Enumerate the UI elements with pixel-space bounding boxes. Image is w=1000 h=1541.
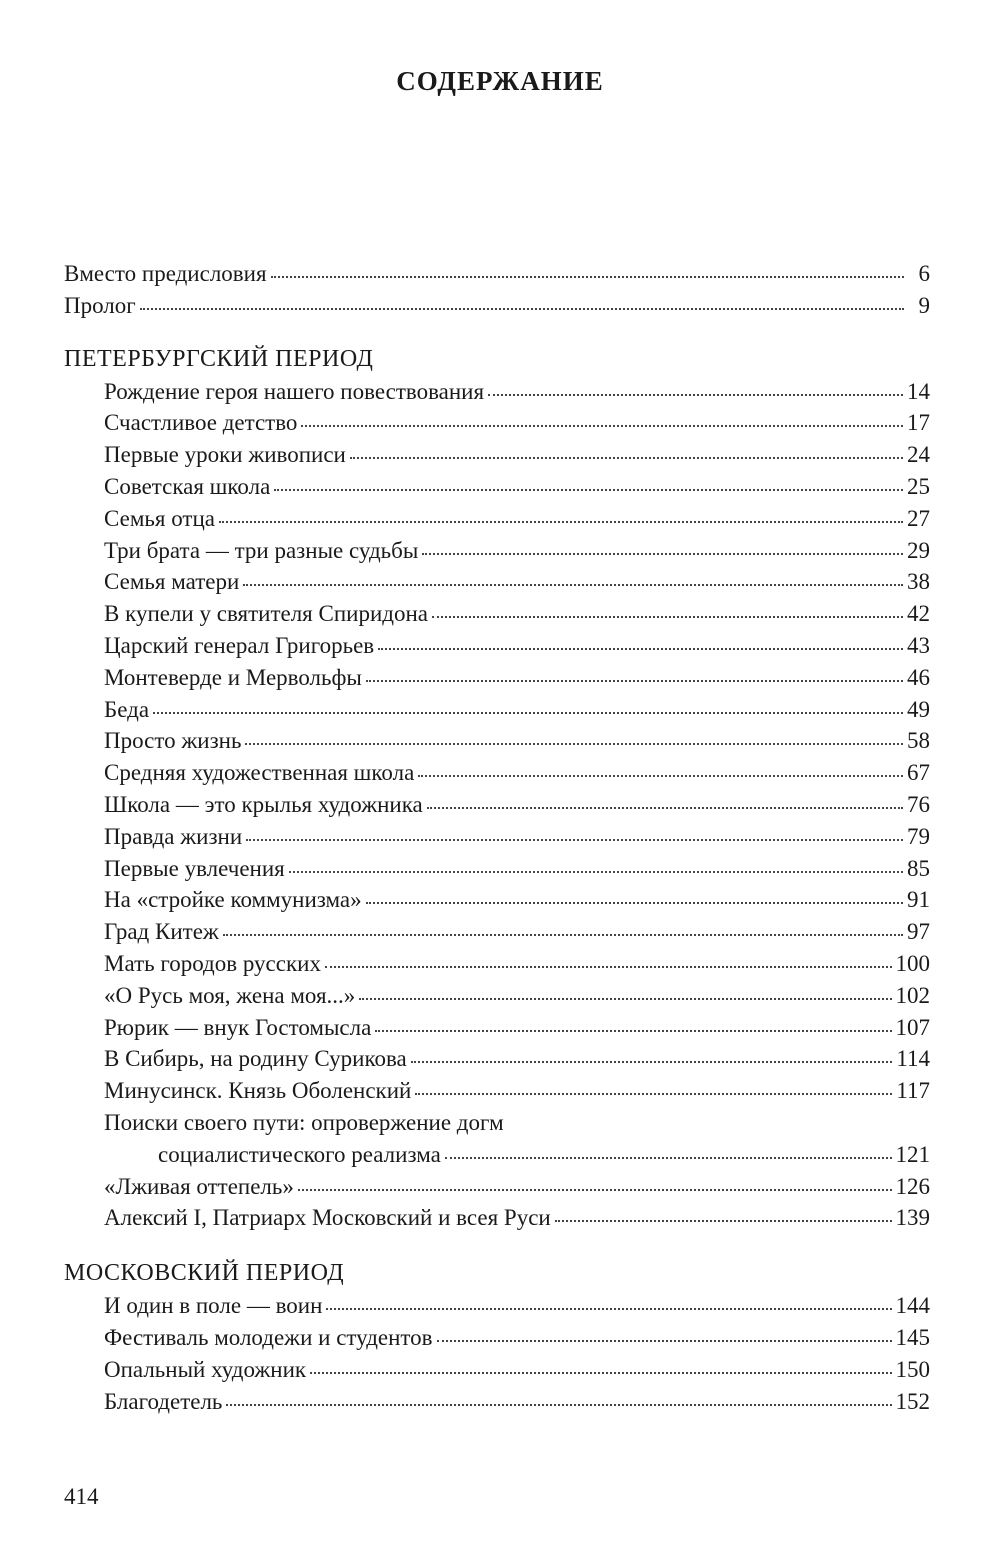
toc-entry-title: И один в поле — воин bbox=[104, 1293, 323, 1319]
dot-leader bbox=[271, 276, 904, 278]
toc-entry-page: 43 bbox=[907, 632, 930, 658]
toc-entry[interactable] bbox=[64, 1354, 930, 1386]
dot-leader bbox=[555, 1220, 892, 1222]
toc-entry-title: Беда bbox=[104, 696, 150, 722]
toc-entry[interactable] bbox=[64, 598, 930, 630]
dot-leader bbox=[350, 457, 903, 459]
toc-entry-page: 114 bbox=[896, 1046, 930, 1072]
toc-entry-page: 100 bbox=[895, 950, 930, 976]
toc-entry[interactable] bbox=[64, 853, 930, 885]
section-entries bbox=[64, 1290, 930, 1417]
toc-entry[interactable] bbox=[64, 471, 930, 503]
toc-entry[interactable] bbox=[64, 1290, 930, 1322]
dot-leader bbox=[153, 712, 903, 714]
toc-entry-page: 107 bbox=[895, 1014, 930, 1040]
toc-entry[interactable] bbox=[64, 376, 930, 408]
dot-leader bbox=[223, 934, 903, 936]
toc-entry-title: Мать городов русских bbox=[104, 950, 321, 976]
toc-entry[interactable] bbox=[64, 630, 930, 662]
toc-entry-page: 121 bbox=[895, 1141, 930, 1167]
toc-entry-title: Вместо предисловия bbox=[64, 261, 267, 286]
toc-entry-page: 152 bbox=[895, 1388, 930, 1414]
toc-entry-title: «О Русь моя, жена моя...» bbox=[104, 982, 356, 1008]
table-of-contents bbox=[64, 258, 930, 1417]
dot-leader bbox=[326, 1308, 891, 1310]
page-number: 414 bbox=[64, 1484, 99, 1509]
toc-entry-title: Средняя художественная школа bbox=[104, 760, 415, 786]
toc-entry-title: Рождение героя нашего повествования bbox=[104, 378, 485, 404]
dot-leader bbox=[359, 998, 891, 1000]
toc-entry-page: 79 bbox=[907, 823, 930, 849]
toc-entry-page: 150 bbox=[895, 1356, 930, 1382]
toc-entry-title: Счастливое детство bbox=[104, 410, 298, 436]
toc-entry-title: Град Китеж bbox=[104, 919, 219, 945]
toc-entry-page: 25 bbox=[907, 473, 930, 499]
toc-entry-page: 102 bbox=[895, 982, 930, 1008]
toc-entry-title: социалистического реализма bbox=[158, 1141, 441, 1167]
dot-leader bbox=[375, 1030, 891, 1032]
toc-entry[interactable] bbox=[64, 662, 930, 694]
toc-entry-title: На «стройке коммунизма» bbox=[104, 887, 362, 913]
toc-entry[interactable] bbox=[64, 503, 930, 535]
toc-entry-title: Три брата — три разные судьбы bbox=[104, 537, 419, 563]
toc-entry[interactable] bbox=[64, 916, 930, 948]
page-title: СОДЕРЖАНИЕ bbox=[396, 66, 604, 96]
dot-leader bbox=[325, 966, 892, 968]
toc-entry[interactable] bbox=[64, 980, 930, 1012]
toc-entry[interactable] bbox=[64, 258, 930, 290]
section-heading: ПЕТЕРБУРГСКИЙ ПЕРИОД bbox=[64, 345, 374, 372]
dot-leader bbox=[243, 584, 903, 586]
dot-leader bbox=[437, 1340, 892, 1342]
toc-entry-title: Рюрик — внук Гостомысла bbox=[104, 1014, 372, 1040]
dot-leader bbox=[366, 680, 903, 682]
toc-entry-page: 145 bbox=[895, 1324, 930, 1350]
toc-entry[interactable] bbox=[64, 694, 930, 726]
toc-entry-title: В Сибирь, на родину Сурикова bbox=[104, 1046, 407, 1072]
toc-entry-page: 126 bbox=[895, 1173, 930, 1199]
section-entries bbox=[64, 376, 930, 1235]
toc-entry-page: 29 bbox=[907, 537, 930, 563]
dot-leader bbox=[445, 1157, 892, 1159]
toc-entry-page: 117 bbox=[896, 1078, 930, 1104]
toc-entry-page: 17 bbox=[907, 410, 930, 436]
toc-entry[interactable] bbox=[64, 1202, 930, 1234]
toc-entry-title: Царский генерал Григорьев bbox=[104, 632, 375, 658]
toc-entry-title-line: Поиски своего пути: опровержение догм bbox=[104, 1109, 504, 1135]
toc-entry[interactable] bbox=[64, 1043, 930, 1075]
toc-entry-page: 144 bbox=[895, 1293, 930, 1319]
toc-entry[interactable] bbox=[64, 757, 930, 789]
toc-entry-title: Первые увлечения bbox=[104, 855, 285, 881]
toc-entry[interactable] bbox=[64, 948, 930, 980]
dot-leader bbox=[432, 616, 903, 618]
toc-entry-title: Минусинск. Князь Оболенский bbox=[104, 1078, 412, 1104]
toc-entry-page: 91 bbox=[907, 887, 930, 913]
toc-entry-title: Пролог bbox=[64, 292, 136, 318]
dot-leader bbox=[310, 1372, 891, 1374]
toc-entry-title: Семья матери bbox=[104, 569, 240, 595]
toc-entry-page: 139 bbox=[895, 1205, 930, 1231]
dot-leader bbox=[427, 807, 903, 809]
toc-entry-page: 76 bbox=[907, 791, 930, 817]
toc-entry-title: Опальный художник bbox=[104, 1356, 307, 1382]
toc-entry[interactable] bbox=[64, 821, 930, 853]
toc-entry-page: 46 bbox=[907, 664, 930, 690]
dot-leader bbox=[274, 489, 903, 491]
dot-leader bbox=[289, 871, 903, 873]
dot-leader bbox=[301, 425, 903, 427]
toc-entry[interactable] bbox=[64, 1171, 930, 1203]
toc-entry-page: 9 bbox=[918, 292, 930, 318]
toc-entry-title: В купели у святителя Спиридона bbox=[104, 601, 428, 627]
toc-entry[interactable] bbox=[64, 789, 930, 821]
dot-leader bbox=[245, 743, 903, 745]
toc-entry[interactable] bbox=[64, 1139, 930, 1171]
toc-entry[interactable] bbox=[64, 407, 930, 439]
toc-entry-page: 49 bbox=[907, 696, 930, 722]
toc-entry-title: Монтеверде и Мервольфы bbox=[104, 664, 362, 690]
toc-entry-title: Благодетель bbox=[104, 1388, 223, 1414]
toc-entry[interactable] bbox=[64, 725, 930, 757]
toc-entry-title: Школа — это крылья художника bbox=[104, 791, 423, 817]
toc-entry[interactable] bbox=[64, 535, 930, 567]
toc-entry-title: Фестиваль молодежи и студентов bbox=[104, 1324, 433, 1350]
dot-leader bbox=[411, 1061, 893, 1063]
toc-entry[interactable] bbox=[64, 1386, 930, 1418]
dot-leader bbox=[418, 775, 903, 777]
toc-entry-page: 24 bbox=[907, 442, 930, 468]
toc-entry-title: Первые уроки живописи bbox=[104, 442, 346, 468]
toc-entry-title: «Лживая оттепель» bbox=[104, 1173, 294, 1199]
toc-entry-page: 67 bbox=[907, 760, 930, 786]
toc-entry-page: 38 bbox=[907, 569, 930, 595]
toc-entry-title: Советская школа bbox=[104, 473, 271, 499]
toc-entry-page: 27 bbox=[907, 505, 930, 531]
toc-entry[interactable] bbox=[64, 1012, 930, 1044]
toc-entry[interactable] bbox=[64, 566, 930, 598]
dot-leader bbox=[246, 839, 903, 841]
toc-entry[interactable] bbox=[64, 1322, 930, 1354]
toc-entry[interactable] bbox=[64, 439, 930, 471]
toc-entry-title: Семья отца bbox=[104, 505, 215, 531]
dot-leader bbox=[422, 553, 903, 555]
toc-entry[interactable] bbox=[64, 884, 930, 916]
toc-entry[interactable] bbox=[64, 290, 930, 322]
dot-leader bbox=[366, 902, 903, 904]
toc-entry-title: Правда жизни bbox=[104, 823, 243, 849]
toc-entry-title: Просто жизнь bbox=[104, 728, 242, 754]
dot-leader bbox=[298, 1189, 892, 1191]
toc-entry-page: 58 bbox=[907, 728, 930, 754]
toc-entry-page: 85 bbox=[907, 855, 930, 881]
dot-leader bbox=[219, 521, 903, 523]
toc-entry-page: 42 bbox=[907, 601, 930, 627]
section-heading: МОСКОВСКИЙ ПЕРИОД bbox=[64, 1260, 345, 1287]
toc-entry-title: Алексий I, Патриарх Московский и всея Руси bbox=[104, 1205, 551, 1231]
toc-entry[interactable] bbox=[64, 1075, 930, 1107]
toc-entry-page: 6 bbox=[918, 261, 930, 286]
dot-leader bbox=[488, 394, 903, 396]
toc-entry-page: 14 bbox=[907, 378, 930, 404]
dot-leader bbox=[415, 1093, 892, 1095]
dot-leader bbox=[378, 648, 903, 650]
dot-leader bbox=[226, 1404, 891, 1406]
toc-entry-page: 97 bbox=[907, 919, 930, 945]
dot-leader bbox=[140, 308, 904, 310]
